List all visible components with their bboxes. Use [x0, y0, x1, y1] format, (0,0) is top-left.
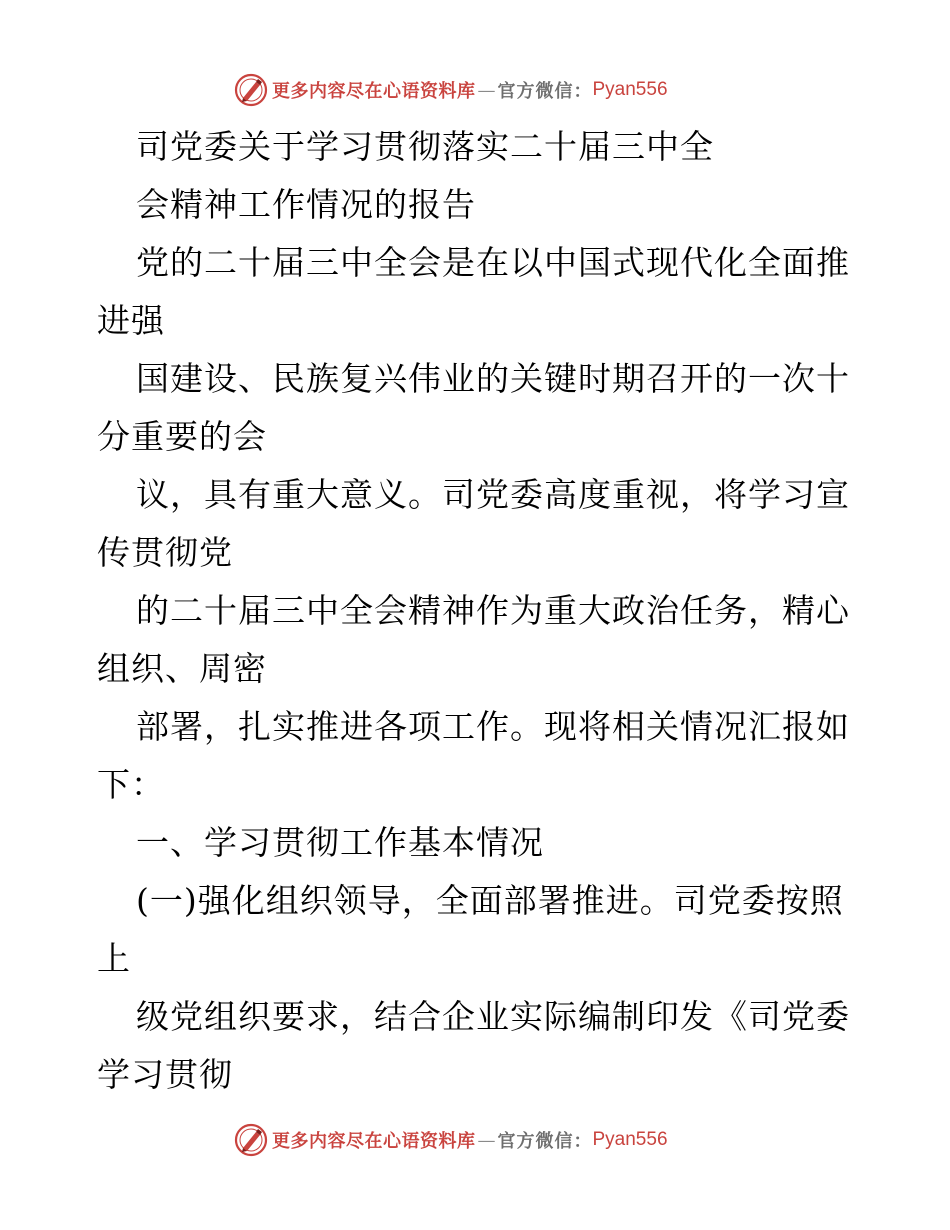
- paragraph-line: 下：: [97, 765, 165, 804]
- paragraph-line: 部署，扎实推进各项工作。现将相关情况汇报如: [136, 707, 850, 746]
- paragraph-line: 进强: [97, 301, 165, 340]
- paragraph-line: 党的二十届三中全会是在以中国式现代化全面推: [136, 243, 850, 282]
- footer-watermark: [234, 1122, 668, 1158]
- paragraph-line: (一)强化组织领导，全面部署推进。司党委按照: [136, 881, 844, 920]
- paragraph-line: 组织、周密: [97, 649, 267, 688]
- watermark-wechat-id: Pyan556: [592, 1129, 668, 1150]
- document-body: [97, 118, 857, 1104]
- section-heading: 一、学习贯彻工作基本情况: [136, 823, 544, 862]
- pen-logo-icon: [234, 1123, 268, 1157]
- watermark-label: 官方微信：: [497, 81, 593, 102]
- paragraph-line: 传贯彻党: [97, 533, 233, 572]
- paragraph-line: 议，具有重大意义。司党委高度重视，将学习宣: [136, 475, 850, 514]
- header-watermark: [234, 72, 668, 108]
- paragraph-line: 分重要的会: [97, 417, 267, 456]
- document-title-line-2: 会精神工作情况的报告: [136, 185, 476, 224]
- document-title-line-1: 司党委关于学习贯彻落实二十届三中全: [136, 127, 714, 166]
- paragraph-line: 的二十届三中全会精神作为重大政治任务，精心: [136, 591, 850, 630]
- watermark-label: 官方微信：: [497, 1131, 593, 1152]
- watermark-wechat-id: Pyan556: [592, 79, 668, 100]
- paragraph-line: 学习贯彻: [97, 1055, 233, 1094]
- pen-logo-icon: [234, 73, 268, 107]
- paragraph-line: 上: [97, 939, 131, 978]
- watermark-dash: —: [477, 1129, 496, 1151]
- watermark-site-text: 更多内容尽在心语资料库: [272, 81, 476, 102]
- paragraph-line: 国建设、民族复兴伟业的关键时期召开的一次十: [136, 359, 850, 398]
- watermark-dash: —: [477, 79, 496, 101]
- paragraph-line: 级党组织要求，结合企业实际编制印发《司党委: [136, 997, 850, 1036]
- watermark-site-text: 更多内容尽在心语资料库: [272, 1131, 476, 1152]
